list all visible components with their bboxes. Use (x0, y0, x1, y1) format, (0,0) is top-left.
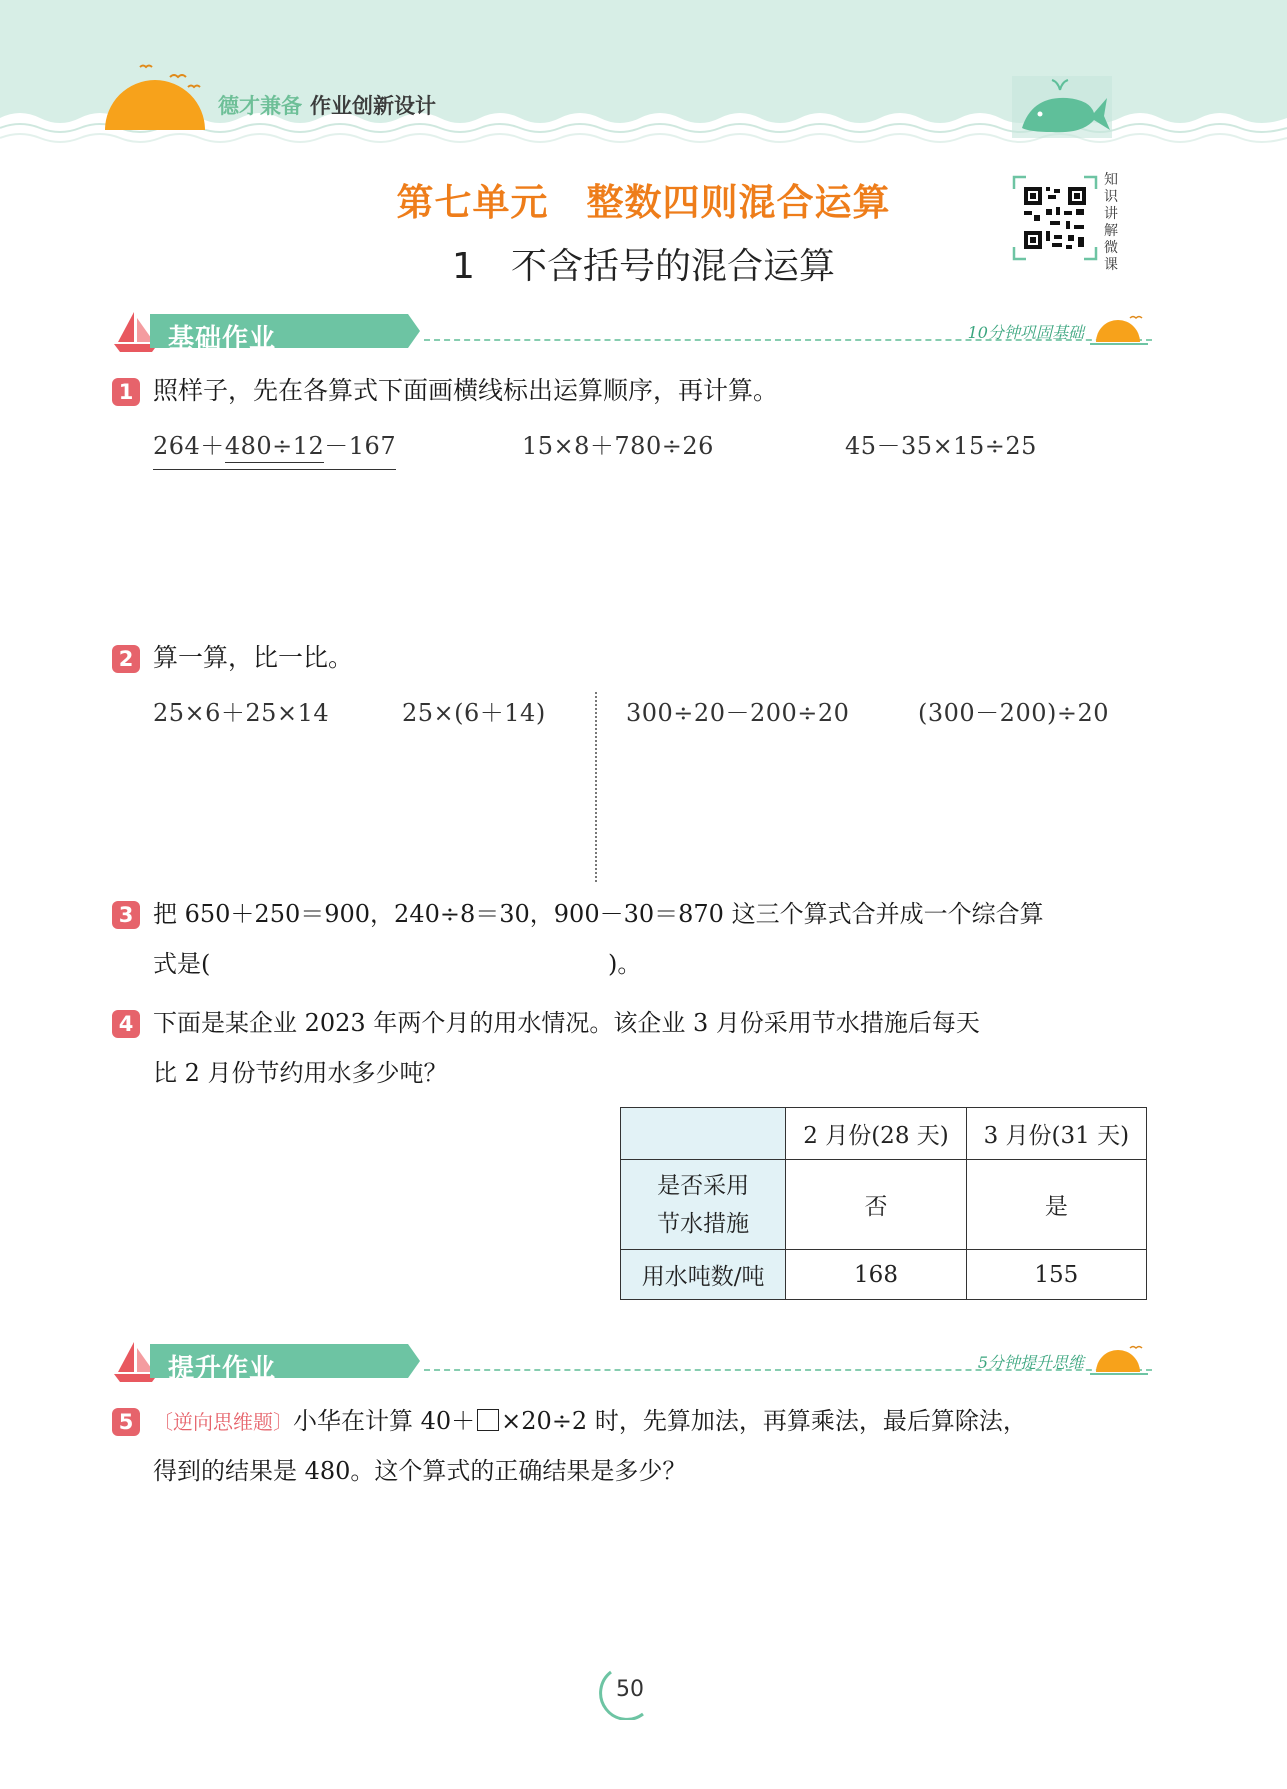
table-row (621, 1250, 1147, 1300)
section-basic-label: 基础作业 (168, 324, 277, 354)
q1-example-part: 480÷12 (224, 432, 325, 460)
section-basic-header (112, 306, 1152, 356)
q5-line-1-a: 小华在计算 40＋ (293, 1407, 476, 1435)
unit-title: 第七单元 整数四则混合运算 (396, 181, 891, 224)
table-row-label: 用水吨数/吨 (621, 1250, 786, 1300)
table-row-label (621, 1160, 786, 1250)
lesson-title: 1 不含括号的混合运算 (452, 246, 835, 287)
question-number: 2 (112, 645, 140, 673)
q2-text: 算一算，比一比。 (153, 643, 354, 672)
table-cell: 155 (966, 1250, 1146, 1300)
answer-box (477, 1409, 499, 1431)
q3-line-2-end: )。 (608, 950, 642, 978)
q1-expression-2: 45－35×15÷25 (845, 432, 1037, 460)
q2-expression-4: (300－200)÷20 (918, 699, 1109, 727)
qr-code-icon[interactable] (1012, 175, 1098, 261)
sun-logo-icon (100, 55, 210, 135)
q4-line-2: 比 2 月份节约用水多少吨？ (153, 1059, 448, 1087)
table-header-cell: 2 月份(28 天) (786, 1108, 966, 1160)
table-row (621, 1160, 1147, 1250)
q2-divider (595, 692, 597, 882)
qr-caption (1100, 172, 1122, 274)
brand-main: 德才兼备 (218, 94, 302, 118)
q5-tag: 〔逆向思维题〕 (153, 1410, 293, 1434)
brand-sub: 作业创新设计 (310, 94, 436, 118)
qr-caption-char: 识 (1104, 189, 1118, 205)
table-cell: 168 (786, 1250, 966, 1300)
section-advanced-hint: 5分钟提升思维 (977, 1353, 1084, 1372)
q5-line-2: 得到的结果是 480。这个算式的正确结果是多少？ (153, 1457, 687, 1485)
question-number: 1 (112, 378, 140, 406)
q1-example-expression (153, 426, 396, 470)
q2-expression-1: 25×6＋25×14 (153, 699, 330, 727)
q3-line-2-start: 式是( (153, 950, 211, 978)
table-row (621, 1108, 1147, 1160)
q1-example-part: －167 (324, 432, 397, 460)
table-row-label-line: 是否采用 (657, 1172, 750, 1199)
q2-expression-3: 300÷20－200÷20 (626, 699, 850, 727)
q4-line-1: 下面是某企业 2023 年两个月的用水情况。该企业 3 月份采用节水措施后每天 (153, 1009, 980, 1037)
qr-caption-char: 解 (1104, 223, 1118, 239)
table-header-cell (621, 1108, 786, 1160)
q1-expression-1: 15×8＋780÷26 (522, 432, 714, 460)
water-usage-table (620, 1107, 1147, 1300)
table-row-label-line: 节水措施 (657, 1210, 750, 1237)
qr-caption-char: 微 (1104, 240, 1118, 256)
q3-line-1: 把 650＋250＝900，240÷8＝30，900－30＝870 这三个算式合并成一个综合算 (153, 900, 1044, 928)
question-number: 4 (112, 1010, 140, 1038)
q1-example-part: 264＋ (153, 432, 225, 460)
q2-expression-2: 25×(6＋14) (402, 699, 546, 727)
qr-caption-char: 知 (1104, 172, 1118, 188)
table-header-cell: 3 月份(31 天) (966, 1108, 1146, 1160)
whale-icon (1012, 68, 1112, 138)
question-number: 5 (112, 1408, 140, 1436)
q5-line-1 (153, 1406, 1027, 1437)
section-advanced-header (112, 1336, 1152, 1386)
table-cell: 否 (786, 1160, 966, 1250)
q5-line-1-b: ×20÷2 时，先算加法，再算乘法，最后算除法， (501, 1407, 1027, 1435)
page-number: 50 (616, 1677, 644, 1702)
mini-sun-icon (1090, 314, 1148, 348)
brand-text (218, 90, 436, 120)
mini-sun-icon (1090, 1344, 1148, 1378)
q1-text: 照样子，先在各算式下面画横线标出运算顺序，再计算。 (153, 376, 779, 405)
table-cell: 是 (966, 1160, 1146, 1250)
question-number: 3 (112, 901, 140, 929)
qr-caption-char: 讲 (1104, 206, 1118, 222)
qr-caption-char: 课 (1104, 257, 1118, 273)
section-basic-hint: 10分钟巩固基础 (967, 323, 1084, 342)
section-advanced-label: 提升作业 (168, 1354, 277, 1384)
